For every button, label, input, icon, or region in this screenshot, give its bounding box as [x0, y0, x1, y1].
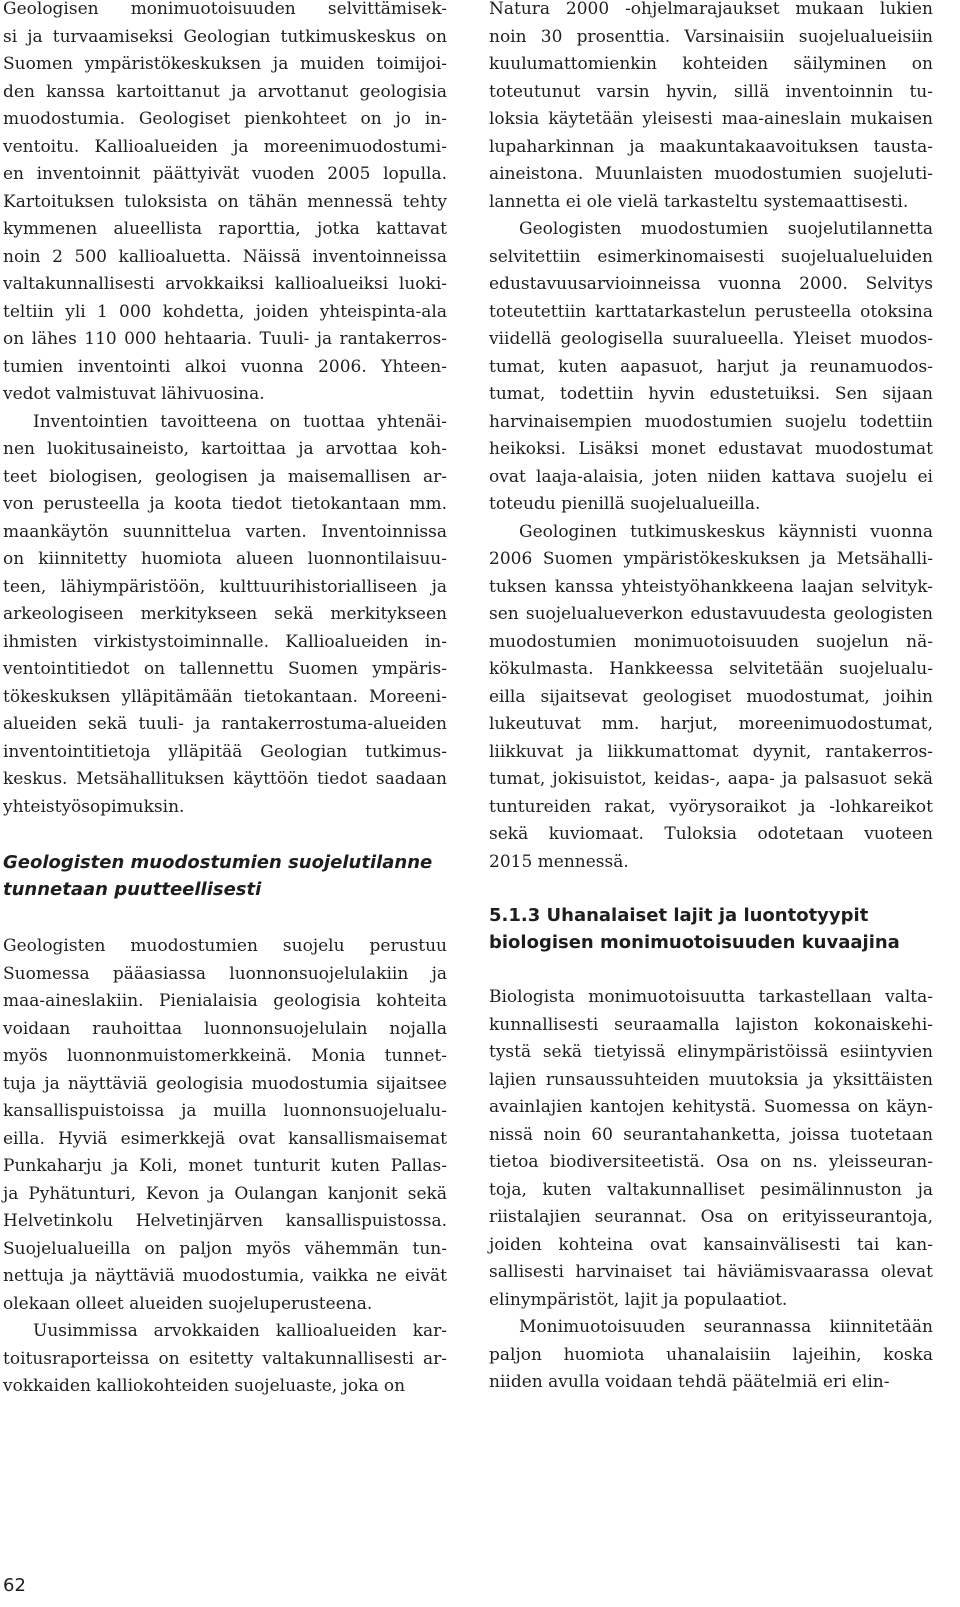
- paragraph: [489, 0, 933, 216]
- text-line: muodostumien monimuotoisuuden suojelun nä-: [489, 631, 933, 652]
- heading-line: Geologisten muodostumien suojelutilanne: [3, 852, 433, 873]
- paragraph: [489, 984, 933, 1314]
- text-line: avainlajien kantojen kehitystä. Suomessa on käyn-: [489, 1097, 933, 1117]
- text-line: Biologista monimuotoisuutta tarkastellaan valta-: [489, 987, 933, 1007]
- spacer: [489, 956, 933, 984]
- section-heading: [3, 849, 447, 903]
- text-line: tystä sekä tietyissä elinympäristöissä esiintyvien: [489, 1042, 933, 1062]
- text-line: teet biologisen, geologisen ja maisemallisen ar-: [3, 466, 447, 487]
- text-line: myös luonnonmuistomerkkeinä. Monia tunnet-: [3, 1046, 447, 1066]
- text-line: kansallispuistoissa ja muilla luonnonsuojelualu-: [3, 1101, 447, 1121]
- spacer: [489, 876, 933, 902]
- text-line: vedot valmistuvat lähivuosina.: [3, 384, 265, 404]
- text-line: teltiin yli 1 000 kohdetta, joiden yhteispinta-ala: [3, 301, 447, 322]
- paragraph: [489, 519, 933, 877]
- text-line: tumien inventointi alkoi vuonna 2006. Yhteen-: [3, 356, 447, 377]
- paragraph: [3, 1318, 447, 1401]
- text-line: Inventointien tavoitteena on tuottaa yhtenäi-: [33, 411, 447, 432]
- text-line: alueiden sekä tuuli- ja rantakerrostuma-alueiden: [3, 714, 447, 734]
- text-line: muodostumia. Geologiset pienkohteet on jo in-: [3, 109, 447, 129]
- text-line: loksia käytetään yleisesti maa-aineslain mukaisen: [489, 109, 933, 129]
- text-line: selvitettiin esimerkinomaisesti suojelualueluiden: [489, 246, 933, 267]
- text-line: Helvetinkolu Helvetinjärven kansallispuistossa.: [3, 1211, 447, 1231]
- text-line: Geologisten muodostumien suojelu perustuu: [3, 936, 447, 956]
- text-line: eilla. Hyviä esimerkkejä ovat kansallismaisemat: [3, 1128, 447, 1149]
- text-line: kökulmasta. Hankkeessa selvitetään suojelualu-: [489, 659, 933, 679]
- right-column: [489, 0, 933, 1397]
- text-line: toja, kuten valtakunnalliset pesimälinnuston ja: [489, 1179, 933, 1200]
- text-line: Kartoituksen tuloksista on tähän mennessä tehty: [3, 191, 447, 212]
- text-line: den kanssa kartoittanut ja arvottanut geologisia: [3, 81, 447, 102]
- paragraph: [489, 1314, 933, 1397]
- spacer: [3, 903, 447, 933]
- text-line: paljon huomiota uhanalaisiin lajeihin, koska: [489, 1344, 933, 1365]
- text-line: Suomessa pääasiassa luonnonsuojelulakiin ja: [3, 963, 447, 984]
- text-line: 2006 Suomen ympäristökeskuksen ja Metsähalli-: [489, 549, 933, 569]
- text-line: kunnallisesti seuraamalla lajiston kokonaiskehi-: [489, 1014, 933, 1035]
- text-line: noin 2 500 kallioaluetta. Näissä inventoinneissa: [3, 246, 447, 267]
- heading-line: tunnetaan puutteellisesti: [3, 879, 262, 900]
- text-line: tumat, todettiin hyvin edustetuiksi. Sen sijaan: [489, 384, 933, 404]
- text-line: ventoitu. Kallioalueiden ja moreenimuodostumi-: [3, 136, 447, 157]
- text-line: riistalajien seurannat. Osa on erityisseurantoja,: [489, 1207, 933, 1227]
- text-line: joiden kohteina ovat kansainvälisesti tai kan-: [489, 1234, 933, 1255]
- text-line: maankäytön suunnittelua varten. Inventoinnissa: [3, 521, 447, 542]
- text-line: 2015 mennessä.: [489, 851, 629, 872]
- text-line: toteudu pienillä suojelualueilla.: [489, 494, 761, 514]
- text-line: Monimuotoisuuden seurannassa kiinnitetään: [519, 1317, 933, 1337]
- section-heading: [489, 902, 933, 956]
- text-line: kuulumattomienkin kohteiden säilyminen on: [489, 54, 933, 74]
- text-line: Geologisen monimuotoisuuden selvittämisek-: [3, 0, 447, 19]
- text-line: tuja ja näyttäviä geologisia muodostumia sijaitsee: [3, 1073, 447, 1094]
- text-line: on lähes 110 000 hehtaaria. Tuuli- ja rantakerros-: [3, 329, 447, 349]
- paragraph: [3, 933, 447, 1318]
- text-line: on kiinnitetty huomiota alueen luonnontilaisuu-: [3, 549, 447, 569]
- spacer: [3, 821, 447, 849]
- text-line: Geologisten muodostumien suojelutilannetta: [519, 219, 933, 239]
- text-line: Geologinen tutkimuskeskus käynnisti vuonna: [519, 521, 933, 542]
- text-line: tumat, kuten aapasuot, harjut ja reunamuodos-: [489, 356, 933, 377]
- text-line: von perusteella ja koota tiedot tietokantaan mm.: [3, 494, 447, 514]
- text-line: Punkaharju ja Koli, monet tunturit kuten Pallas-: [3, 1156, 447, 1176]
- text-line: valtakunnallisesti arvokkaiksi kallioalueiksi luoki-: [3, 274, 447, 294]
- text-line: lupaharkinnan ja maakuntakaavoituksen tausta-: [489, 136, 933, 157]
- text-line: maa-aineslakiin. Pienialaisia geologisia kohteita: [3, 991, 447, 1011]
- text-line: nen luokitusaineisto, kartoittaa ja arvottaa koh-: [3, 439, 447, 459]
- text-line: Natura 2000 -ohjelmarajaukset mukaan lukien: [489, 0, 933, 19]
- text-line: keskus. Metsähallituksen käyttöön tiedot saadaan: [3, 769, 447, 789]
- text-line: vokkaiden kalliokohteiden suojeluaste, joka on: [3, 1376, 406, 1396]
- page-number: 62: [3, 1575, 26, 1596]
- text-line: aineistona. Muunlaisten muodostumien suojeluti-: [489, 164, 933, 184]
- text-line: tuntureiden rakat, vyörysoraikot ja -lohkareikot: [489, 796, 933, 817]
- text-line: toteutunut varsin hyvin, sillä inventoinnin tu-: [489, 81, 933, 102]
- text-line: kymmenen alueellista raporttia, jotka kattavat: [3, 219, 447, 239]
- text-line: lajien runsaussuhteiden muutoksia ja yksittäisten: [489, 1069, 933, 1090]
- text-line: olekaan olleet alueiden suojeluperusteena.: [3, 1293, 373, 1314]
- text-line: Uusimmissa arvokkaiden kallioalueiden kar-: [33, 1321, 447, 1341]
- text-line: tumat, jokisuistot, keidas-, aapa- ja palsasuot sekä: [489, 769, 933, 789]
- text-line: en inventoinnit päättyivät vuoden 2005 lopulla.: [3, 164, 447, 184]
- text-line: nissä noin 60 seurantahanketta, joissa tuotetaan: [489, 1124, 933, 1145]
- text-line: Suojelualueilla on paljon myös vähemmän tun-: [3, 1238, 447, 1259]
- text-line: noin 30 prosenttia. Varsinaisiin suojelualueisiin: [489, 26, 933, 47]
- text-line: sallisesti harvinaiset tai häviämisvaarassa olevat: [489, 1262, 933, 1282]
- text-line: yhteistyösopimuksin.: [3, 796, 185, 817]
- text-line: toitusraporteissa on esitetty valtakunnallisesti ar-: [3, 1348, 447, 1369]
- text-line: Suomen ympäristökeskuksen ja muiden toimijoi-: [3, 54, 447, 74]
- text-line: lannetta ei ole vielä tarkasteltu systemaattisesti.: [489, 191, 909, 212]
- text-line: inventointitietoja ylläpitää Geologian tutkimus-: [3, 741, 447, 762]
- text-line: voidaan rauhoittaa luonnonsuojelulain nojalla: [3, 1018, 447, 1039]
- text-line: arkeologiseen merkitykseen sekä merkitykseen: [3, 604, 447, 624]
- text-line: niiden avulla voidaan tehdä päätelmiä eri elin-: [489, 1372, 890, 1392]
- text-line: toteutettiin karttatarkastelun perusteella otoksina: [489, 301, 933, 322]
- text-line: ihmisten virkistystoiminnalle. Kallioalueiden in-: [3, 631, 447, 652]
- left-column: [3, 0, 447, 1401]
- text-line: lukeutuvat mm. harjut, moreenimuodostumat,: [489, 714, 933, 734]
- heading-line: biologisen monimuotoisuuden kuvaajina: [489, 932, 900, 953]
- text-line: edustavuusarvioinneissa vuonna 2000. Selvitys: [489, 274, 933, 294]
- text-line: viidellä geologisella suuralueella. Yleiset muodos-: [489, 329, 933, 349]
- text-line: si ja turvaamiseksi Geologian tutkimuskeskus on: [3, 26, 447, 47]
- text-line: teen, lähiympäristöön, kulttuurihistorialliseen ja: [3, 576, 447, 597]
- text-line: tökeskuksen ylläpitämään tietokantaan. Moreeni-: [3, 686, 447, 707]
- paragraph: [489, 216, 933, 519]
- text-line: ja Pyhätunturi, Kevon ja Oulangan kanjonit sekä: [3, 1183, 447, 1204]
- text-line: sen suojelualueverkon edustavuudesta geologisten: [489, 604, 933, 624]
- text-line: nettuja ja näyttäviä muodostumia, vaikka ne eivät: [3, 1266, 447, 1286]
- heading-line: 5.1.3 Uhanalaiset lajit ja luontotyypit: [489, 905, 869, 926]
- text-line: heikoksi. Lisäksi monet edustavat muodostumat: [489, 439, 933, 459]
- text-line: eilla sijaitsevat geologiset muodostumat, joihin: [489, 686, 933, 707]
- text-line: liikkuvat ja liikkumattomat dyynit, rantakerros-: [489, 741, 933, 762]
- text-line: sekä kuviomaat. Tuloksia odotetaan vuoteen: [489, 824, 933, 844]
- paragraph: [3, 409, 447, 822]
- text-line: ovat laaja-alaisia, joten niiden kattava suojelu ei: [489, 466, 933, 487]
- text-line: elinympäristöt, lajit ja populaatiot.: [489, 1289, 788, 1310]
- text-line: tuksen kanssa yhteistyöhankkeena laajan selvityk-: [489, 576, 933, 597]
- text-line: harvinaisempien muodostumien suojelu todettiin: [489, 411, 933, 432]
- text-line: tietoa biodiversiteetistä. Osa on ns. yleisseuran-: [489, 1152, 933, 1172]
- text-line: ventointitiedot on tallennettu Suomen ympäris-: [3, 659, 447, 679]
- paragraph: [3, 0, 447, 409]
